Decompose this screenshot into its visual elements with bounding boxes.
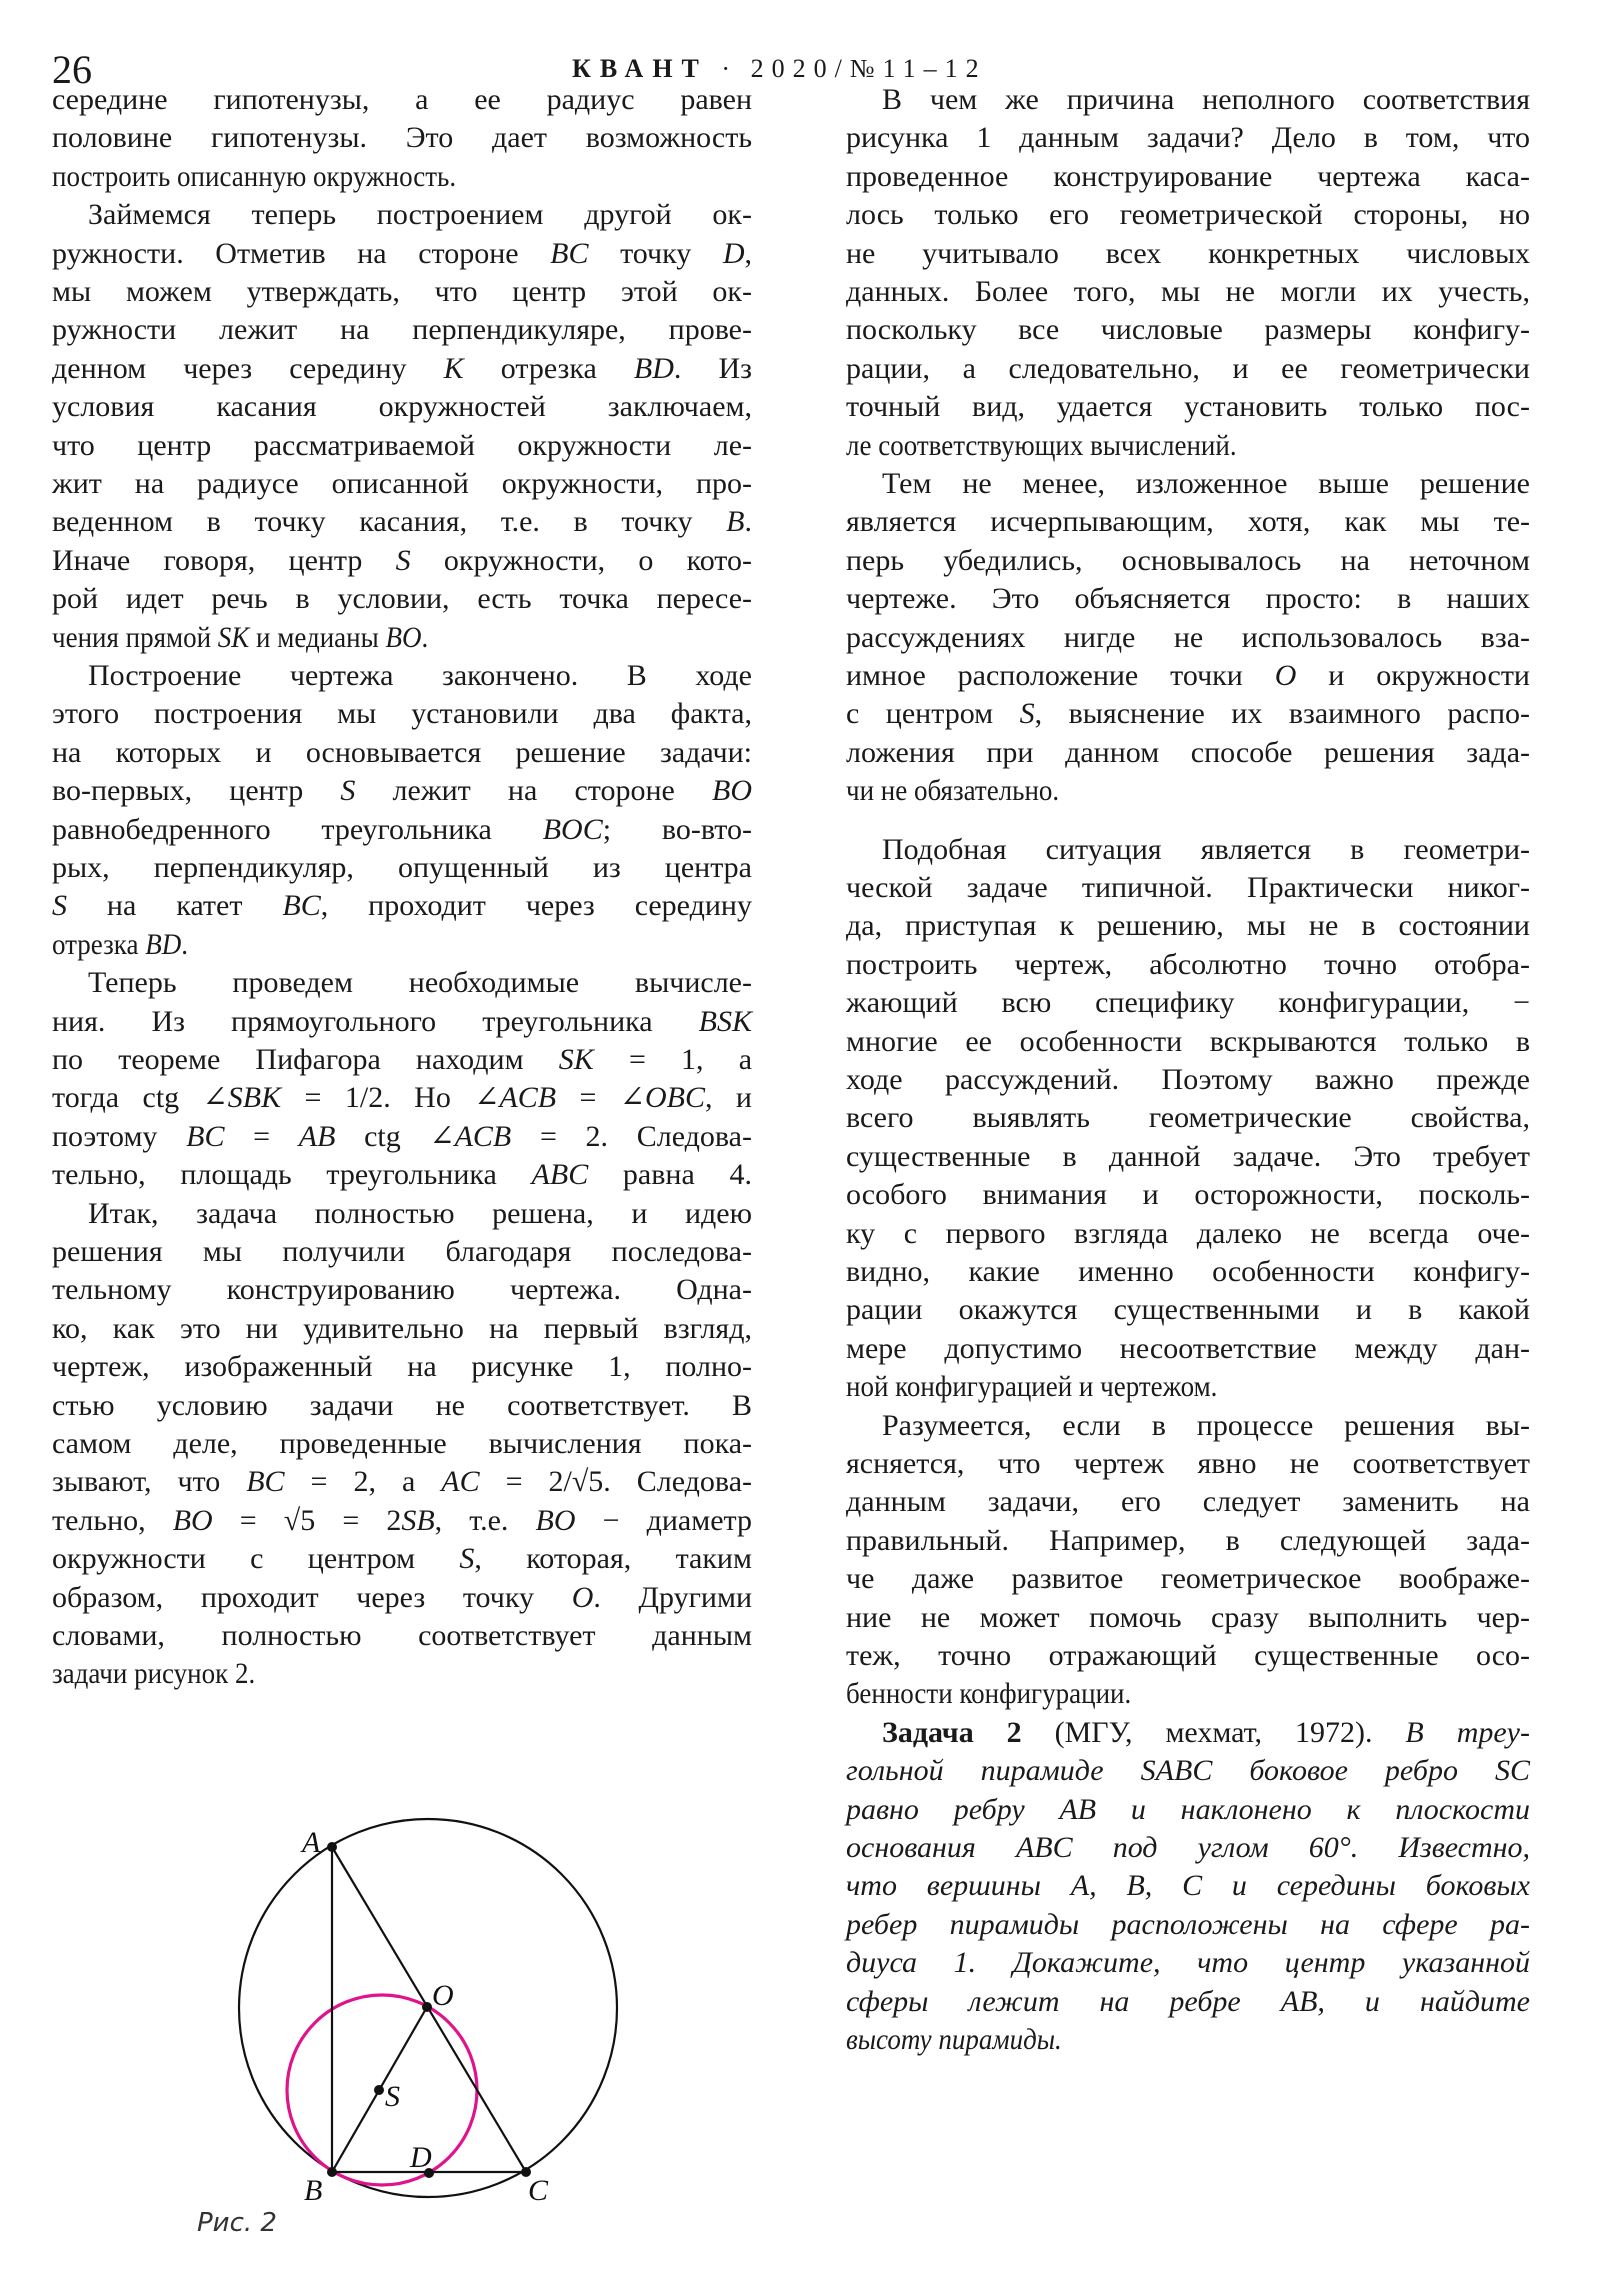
text-line bbox=[846, 869, 1530, 907]
text-line bbox=[846, 1253, 1530, 1291]
text-line bbox=[846, 350, 1530, 388]
text-line-content: рисунка 1 данным задачи? Дело в том, что bbox=[846, 121, 1530, 155]
text-line bbox=[52, 465, 752, 503]
text-line-content: условия касания окружностей заключаем, bbox=[52, 390, 752, 424]
text-line-content: многие ее особенности вскрываются только в bbox=[846, 1024, 1530, 1058]
text-line bbox=[846, 1522, 1530, 1560]
text-line bbox=[52, 1387, 752, 1425]
text-line-content: мы можем утверждать, что центр этой ок- bbox=[52, 275, 752, 308]
text-line-content: с центром S, выяснение их взаимного распо- bbox=[846, 697, 1530, 731]
header-separator: · bbox=[721, 54, 738, 83]
text-line-content: денном через середину K отрезка BD. Из bbox=[52, 351, 753, 385]
text-line-content: ложения при данном способе решения зада- bbox=[846, 735, 1530, 769]
text-line bbox=[846, 1138, 1530, 1176]
text-line-content: перь убедились, основывалось на неточном bbox=[846, 543, 1530, 577]
text-line bbox=[846, 1944, 1530, 1982]
text-line-content: ле соответствующих вычислений. bbox=[846, 428, 1237, 462]
text-line bbox=[846, 311, 1530, 349]
text-line-content: является исчерпывающим, хотя, как мы те- bbox=[846, 505, 1530, 539]
text-line bbox=[846, 1599, 1530, 1637]
text-line bbox=[52, 388, 752, 426]
text-line-content: поскольку все числовые размеры конфигу- bbox=[846, 313, 1530, 347]
text-line bbox=[52, 1348, 752, 1386]
text-line-content: зывают, что BC = 2, а AC = 2/√5. Следова- bbox=[52, 1465, 752, 1499]
text-line bbox=[52, 580, 752, 618]
text-line bbox=[846, 946, 1530, 984]
text-line bbox=[52, 1079, 752, 1117]
text-line-content: точный вид, удается установить только пос- bbox=[846, 390, 1530, 424]
label-c: C bbox=[528, 2174, 549, 2207]
text-line bbox=[52, 235, 752, 273]
text-line bbox=[846, 1176, 1530, 1214]
text-line bbox=[52, 887, 752, 925]
text-line-content: Подобная ситуация является в геометри- bbox=[882, 832, 1530, 866]
text-line-content: гольной пирамиде SABC боковое ребро SC bbox=[846, 1754, 1530, 1788]
text-line-content: половине гипотенузы. Это дает возможность bbox=[52, 121, 752, 155]
text-line bbox=[52, 1156, 752, 1194]
text-line bbox=[846, 427, 1237, 465]
text-line bbox=[846, 1483, 1530, 1521]
label-s: S bbox=[385, 2080, 400, 2113]
text-line-content: этого построения мы установили два факта, bbox=[52, 697, 752, 731]
text-line-content: рых, перпендикуляр, опущенный из центра bbox=[52, 851, 752, 884]
text-line-content: тельно, площадь треугольника ABC равна 4. bbox=[52, 1158, 752, 1192]
text-line bbox=[846, 1829, 1530, 1867]
text-line bbox=[52, 1310, 752, 1348]
text-line bbox=[846, 1445, 1530, 1483]
text-line-content: стью условию задачи не соответствует. В bbox=[52, 1388, 752, 1422]
text-line bbox=[846, 158, 1530, 196]
text-line-content: ружности. Отметив на стороне BC точку D, bbox=[52, 236, 752, 270]
text-line-content: на которых и основывается решение задачи: bbox=[52, 735, 752, 769]
label-a: A bbox=[302, 1826, 321, 1859]
text-line bbox=[846, 465, 1530, 503]
text-line bbox=[52, 1233, 752, 1271]
text-line bbox=[52, 158, 456, 196]
text-line-content: поэтому BC = AB ctg ∠ACB = 2. Следова- bbox=[52, 1119, 752, 1153]
text-line-content: Итак, задача полностью решена, и идею bbox=[88, 1196, 752, 1230]
text-line-content: рации, а следовательно, и ее геометрически bbox=[846, 351, 1530, 385]
text-line bbox=[52, 1617, 752, 1655]
text-line-content: Тем не менее, изложенное выше решение bbox=[882, 467, 1530, 500]
text-line bbox=[52, 1463, 752, 1501]
text-line-content: тельно, BO = √5 = 2SB, т.е. BO − диаметр bbox=[52, 1503, 752, 1537]
text-line bbox=[52, 1502, 752, 1540]
text-line bbox=[52, 350, 752, 388]
text-line bbox=[52, 734, 752, 772]
text-line-content: Займемся теперь построением другой ок- bbox=[88, 198, 752, 232]
magazine-title: КВАНТ bbox=[572, 54, 708, 83]
text-line bbox=[52, 81, 752, 119]
text-line-content: тельному конструированию чертежа. Одна- bbox=[52, 1273, 752, 1307]
text-line-content: ния. Из прямоугольного треугольника BSK bbox=[52, 1004, 752, 1038]
point-b bbox=[327, 2167, 337, 2177]
text-line bbox=[846, 503, 1530, 541]
text-line-content: В чем же причина неполного соответствия bbox=[882, 83, 1530, 116]
text-line-content: видно, какие именно особенности конфигу- bbox=[846, 1255, 1530, 1288]
text-line-content: да, приступая к решению, мы не в состоянии bbox=[846, 909, 1530, 943]
point-o bbox=[422, 2002, 432, 2012]
text-line bbox=[52, 273, 752, 311]
label-o: O bbox=[432, 1979, 454, 2012]
text-line-content: образом, проходит через точку O. Другими bbox=[52, 1580, 752, 1614]
text-line bbox=[846, 1867, 1530, 1905]
text-line bbox=[846, 542, 1530, 580]
text-line-content: ружности лежит на перпендикуляре, прове- bbox=[52, 313, 752, 347]
text-line bbox=[52, 1579, 752, 1617]
text-line-content: самом деле, проведенные вычисления пока- bbox=[52, 1427, 752, 1460]
text-line-content: чертеж, изображенный на рисунке 1, полно- bbox=[52, 1350, 752, 1384]
text-line bbox=[52, 1195, 752, 1233]
text-line-content: середине гипотенузы, а ее радиус равен bbox=[52, 83, 752, 116]
text-line bbox=[846, 772, 1059, 810]
text-line bbox=[52, 695, 752, 733]
text-line-content: что центр рассматриваемой окружности ле- bbox=[52, 428, 752, 462]
text-line-content: бенности конфигурации. bbox=[846, 1677, 1132, 1711]
text-line-content: рассуждениях нигде не использовалось вза- bbox=[846, 620, 1530, 654]
text-line bbox=[846, 196, 1530, 234]
text-line-content: чертеже. Это объясняется просто: в наших bbox=[846, 582, 1530, 616]
text-line-content: S на катет BC, проходит через середину bbox=[52, 889, 752, 923]
text-line bbox=[52, 1425, 752, 1463]
text-line bbox=[846, 1983, 1530, 2021]
text-line-content: Разумеется, если в процессе решения вы- bbox=[882, 1408, 1530, 1442]
text-line bbox=[52, 657, 752, 695]
text-line-content: по теореме Пифагора находим SK = 1, а bbox=[52, 1043, 753, 1076]
text-line-content: существенные в данной задаче. Это требует bbox=[846, 1139, 1530, 1173]
text-line bbox=[846, 1099, 1530, 1137]
text-line bbox=[52, 849, 752, 887]
point-a bbox=[327, 1842, 337, 1852]
text-line-content: высоту пирамиды. bbox=[846, 2023, 1062, 2056]
text-line bbox=[846, 1407, 1530, 1445]
text-line-content: что вершины A, B, C и середины боковых bbox=[846, 1869, 1530, 1903]
text-line-content: Теперь проведем необходимые вычисле- bbox=[88, 966, 752, 1000]
text-line bbox=[846, 1752, 1530, 1790]
text-line-content: отрезка BD. bbox=[52, 927, 188, 961]
text-line bbox=[846, 1675, 1131, 1713]
text-line-content: ходе рассуждений. Поэтому важно прежде bbox=[846, 1063, 1530, 1096]
text-line-content: основания ABC под углом 60°. Известно, bbox=[846, 1831, 1530, 1864]
text-line-content: Построение чертежа закончено. В ходе bbox=[88, 659, 752, 692]
text-line bbox=[52, 926, 188, 964]
text-line bbox=[52, 311, 752, 349]
text-line bbox=[846, 1330, 1530, 1368]
text-line-content: во-первых, центр S лежит на стороне BO bbox=[52, 774, 753, 808]
text-line bbox=[846, 734, 1530, 772]
text-line-content: особого внимания и осторожности, посколь- bbox=[846, 1178, 1530, 1212]
text-line-content: ние не может помочь сразу выполнить чер- bbox=[846, 1600, 1530, 1634]
text-line-content: ребер пирамиды расположены на сфере ра- bbox=[846, 1907, 1530, 1941]
text-line bbox=[846, 580, 1530, 618]
text-line bbox=[846, 81, 1530, 119]
text-line bbox=[846, 1906, 1530, 1944]
text-line bbox=[52, 1118, 752, 1156]
text-line-content: имное расположение точки O и окружности bbox=[846, 659, 1530, 692]
text-line bbox=[52, 503, 752, 541]
text-line bbox=[846, 1023, 1530, 1061]
text-line-content: че даже развитое геометрическое воображе- bbox=[846, 1562, 1530, 1596]
text-line bbox=[846, 1637, 1530, 1675]
text-line-content: чения прямой SK и медианы BO. bbox=[52, 620, 429, 654]
text-line bbox=[846, 907, 1530, 945]
text-line bbox=[52, 119, 752, 157]
text-line-content: сферы лежит на ребре AB, и найдите bbox=[846, 1984, 1530, 2018]
text-line-content: жающий всю специфику конфигурации, − bbox=[846, 986, 1530, 1020]
text-line bbox=[52, 542, 752, 580]
text-line-content: теж, точно отражающий существенные осо- bbox=[846, 1639, 1530, 1672]
text-line bbox=[52, 1041, 752, 1079]
issue-number: 2020/№11–12 bbox=[750, 54, 987, 83]
text-line bbox=[846, 831, 1530, 869]
text-line bbox=[846, 273, 1530, 311]
text-line-content: решения мы получили благодаря последова- bbox=[52, 1235, 752, 1268]
text-line-content: данных. Более того, мы не могли их учесть, bbox=[846, 275, 1530, 308]
text-line bbox=[52, 1271, 752, 1309]
text-line bbox=[846, 695, 1530, 733]
text-line-content: построить чертеж, абсолютно точно отобра- bbox=[846, 947, 1530, 981]
text-line-content: равнобедренного треугольника BOC; во-вто- bbox=[52, 812, 752, 846]
text-line-content: чи не обязательно. bbox=[846, 774, 1060, 808]
text-line-content: жит на радиусе описанной окружности, про- bbox=[52, 467, 752, 500]
point-s bbox=[374, 2085, 384, 2095]
text-line-content: рой идет речь в условии, есть точка пересе- bbox=[52, 582, 752, 616]
text-line bbox=[846, 1368, 1217, 1406]
text-line bbox=[846, 1714, 1530, 1752]
figure-caption: Рис. 2 bbox=[197, 2208, 277, 2238]
text-line-content: мере допустимо несоответствие между дан- bbox=[846, 1331, 1530, 1365]
text-line-content: веденном в точку касания, т.е. в точку B. bbox=[52, 505, 752, 539]
text-line bbox=[846, 1560, 1530, 1598]
text-line-content: Иначе говоря, центр S окружности, о кото- bbox=[52, 543, 752, 577]
text-line-content: лось только его геометрической стороны, но bbox=[846, 198, 1530, 232]
text-line-content: всего выявлять геометрические свойства, bbox=[846, 1101, 1530, 1135]
text-line bbox=[846, 1291, 1530, 1329]
text-line-content: построить описанную окружность. bbox=[52, 159, 457, 193]
text-line bbox=[846, 119, 1530, 157]
text-line-content: диуса 1. Докажите, что центр указанной bbox=[846, 1946, 1530, 1980]
label-b: B bbox=[304, 2174, 323, 2207]
text-line bbox=[846, 1791, 1530, 1829]
text-line-content: ясняется, что чертеж явно не соответствует bbox=[846, 1447, 1530, 1480]
text-line bbox=[846, 1061, 1530, 1099]
text-line-content: правильный. Например, в следующей зада- bbox=[846, 1523, 1530, 1557]
text-line bbox=[52, 619, 428, 657]
text-line-content: ческой задаче типичной. Практически никог- bbox=[846, 871, 1530, 904]
text-line-content: окружности с центром S, которая, таким bbox=[52, 1542, 752, 1576]
text-line-content: словами, полностью соответствует данным bbox=[52, 1619, 752, 1652]
label-d: D bbox=[410, 2141, 432, 2174]
text-line bbox=[846, 2021, 1062, 2059]
text-line-content: ку с первого взгляда далеко не всегда оче- bbox=[846, 1216, 1530, 1250]
text-line bbox=[846, 619, 1530, 657]
text-line-content: не учитывало всех конкретных числовых bbox=[846, 236, 1530, 270]
page-number: 26 bbox=[52, 47, 92, 92]
text-line bbox=[52, 1655, 255, 1693]
text-line bbox=[846, 235, 1530, 273]
text-line bbox=[52, 772, 752, 810]
text-line-content: ной конфигурацией и чертежом. bbox=[846, 1370, 1218, 1404]
text-line-content: рации окажутся существенными и в какой bbox=[846, 1293, 1530, 1327]
text-line-content: Задача 2 (МГУ, мехмат, 1972). В треу- bbox=[882, 1715, 1530, 1749]
text-line-content: задачи рисунок 2. bbox=[52, 1657, 256, 1691]
text-line bbox=[52, 964, 752, 1002]
text-line-content: тогда ctg ∠SBK = 1/2. Но ∠ACB = ∠OBC, и bbox=[52, 1081, 752, 1115]
text-line-content: данным задачи, его следует заменить на bbox=[846, 1485, 1530, 1519]
text-line bbox=[52, 1003, 752, 1041]
text-line bbox=[52, 1540, 752, 1578]
text-line-content: равно ребру AB и наклонено к плоскости bbox=[846, 1792, 1530, 1826]
text-line bbox=[846, 388, 1530, 426]
text-line bbox=[52, 427, 752, 465]
text-line bbox=[846, 984, 1530, 1022]
text-line-content: проведенное конструирование чертежа каса- bbox=[846, 159, 1530, 193]
text-line bbox=[52, 196, 752, 234]
text-line bbox=[846, 657, 1530, 695]
text-line bbox=[846, 1215, 1530, 1253]
text-line-content: ко, как это ни удивительно на первый взгляд, bbox=[52, 1311, 752, 1345]
text-line bbox=[52, 811, 752, 849]
